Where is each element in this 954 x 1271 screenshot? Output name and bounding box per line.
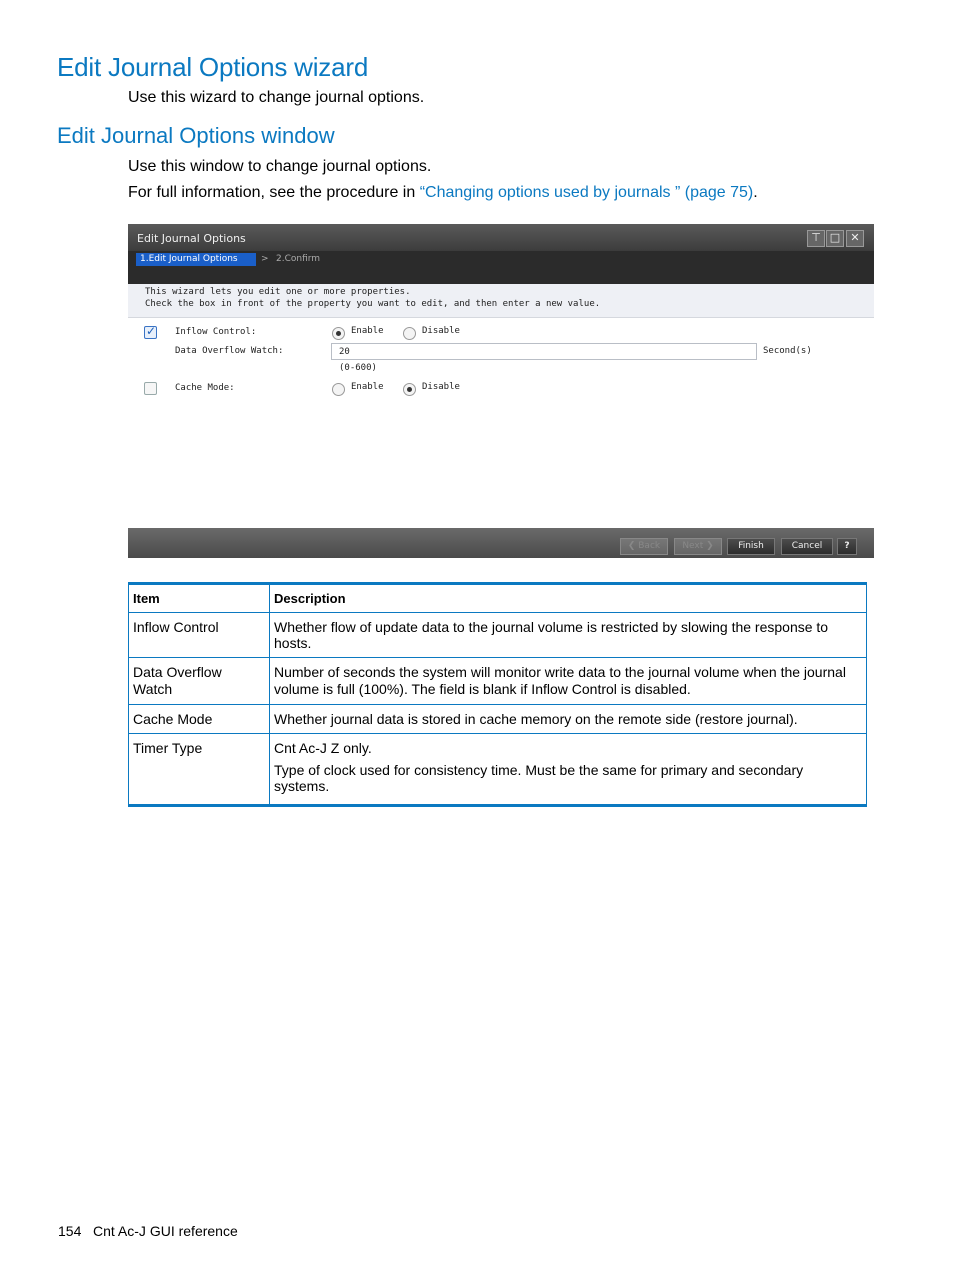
pin-icon[interactable]: ⊤: [807, 230, 825, 247]
row-item: Timer Type: [129, 734, 270, 806]
page-footer: [58, 1223, 238, 1239]
dialog-titlebar: [128, 224, 874, 252]
inflow-disable-radio[interactable]: [403, 327, 416, 340]
back-button[interactable]: ❮ Back: [620, 538, 668, 555]
row-description: Number of seconds the system will monitor write data to the journal volume when the journal volume is full (100%). The field is blank if Inflow Control is disabled.: [270, 658, 867, 705]
page-title: Edit Journal Options wizard: [57, 52, 369, 82]
row-description: Whether flow of update data to the journal volume is restricted by slowing the response to hosts.: [270, 613, 867, 658]
header-item: Item: [129, 584, 270, 613]
maximize-icon[interactable]: □: [826, 230, 844, 247]
wizard-steps: [128, 251, 874, 284]
reference-prefix: For full information, see the procedure in: [128, 184, 420, 201]
inflow-enable-radio[interactable]: [332, 327, 345, 340]
data-overflow-watch-label: Data Overflow Watch:: [175, 346, 284, 356]
table-row: [129, 734, 867, 806]
row-item: Inflow Control: [129, 613, 270, 658]
cache-mode-label: Cache Mode:: [175, 383, 235, 393]
table-row: [129, 705, 867, 734]
seconds-unit-label: Second(s): [763, 346, 812, 356]
table-row: [129, 658, 867, 705]
step-confirm: 2.Confirm: [276, 254, 321, 264]
instruction-line-1: This wizard lets you edit one or more properties.: [145, 287, 411, 297]
step-edit-journal-options: 1.Edit Journal Options: [136, 253, 256, 266]
reference-suffix: .: [753, 184, 758, 201]
inflow-enable-label: Enable: [351, 326, 384, 336]
cache-enable-radio[interactable]: [332, 383, 345, 396]
row-item: Cache Mode: [129, 705, 270, 734]
help-button[interactable]: ?: [837, 538, 857, 555]
section-title: Edit Journal Options window: [57, 123, 335, 148]
close-icon[interactable]: ✕: [846, 230, 864, 247]
dialog-footer: [128, 528, 874, 558]
cache-disable-radio[interactable]: [403, 383, 416, 396]
instruction-line-2: Check the box in front of the property you want to edit, and then enter a new value.: [145, 299, 601, 309]
cache-mode-checkbox[interactable]: [144, 382, 157, 395]
edit-journal-options-dialog: [128, 224, 874, 558]
inflow-control-checkbox[interactable]: [144, 326, 157, 339]
inflow-disable-label: Disable: [422, 326, 460, 336]
window-intro: Use this window to change journal options.: [128, 158, 432, 175]
inflow-control-label: Inflow Control:: [175, 327, 257, 337]
overflow-range-hint: (0-600): [339, 363, 377, 373]
cache-disable-label: Disable: [422, 382, 460, 392]
table-row: [129, 613, 867, 658]
step-separator: >: [261, 254, 269, 264]
cache-enable-label: Enable: [351, 382, 384, 392]
wizard-instructions: [128, 284, 874, 318]
procedure-reference: [128, 184, 758, 202]
table-header-row: [129, 584, 867, 613]
data-overflow-watch-input[interactable]: 20: [331, 343, 757, 360]
row-description-line-1: Cnt Ac-J Z only.: [274, 740, 372, 756]
wizard-intro: Use this wizard to change journal options.: [128, 89, 425, 106]
row-description: [270, 734, 867, 806]
procedure-link[interactable]: “Changing options used by journals ” (page 75): [419, 184, 754, 201]
finish-button[interactable]: Finish: [727, 538, 775, 555]
header-description: Description: [270, 584, 867, 613]
cancel-button[interactable]: Cancel: [781, 538, 833, 555]
footer-section: Cnt Ac-J GUI reference: [93, 1223, 238, 1239]
row-item: Data Overflow Watch: [129, 658, 270, 705]
row-description-line-2: Type of clock used for consistency time. Must be the same for primary and secondary systems.: [274, 762, 804, 794]
page-number: 154: [58, 1223, 82, 1239]
next-button[interactable]: Next ❯: [674, 538, 722, 555]
options-table: [128, 582, 867, 807]
row-description: Whether journal data is stored in cache memory on the remote side (restore journal).: [270, 705, 867, 734]
dialog-title: Edit Journal Options: [137, 232, 246, 245]
dialog-body: [128, 318, 874, 528]
